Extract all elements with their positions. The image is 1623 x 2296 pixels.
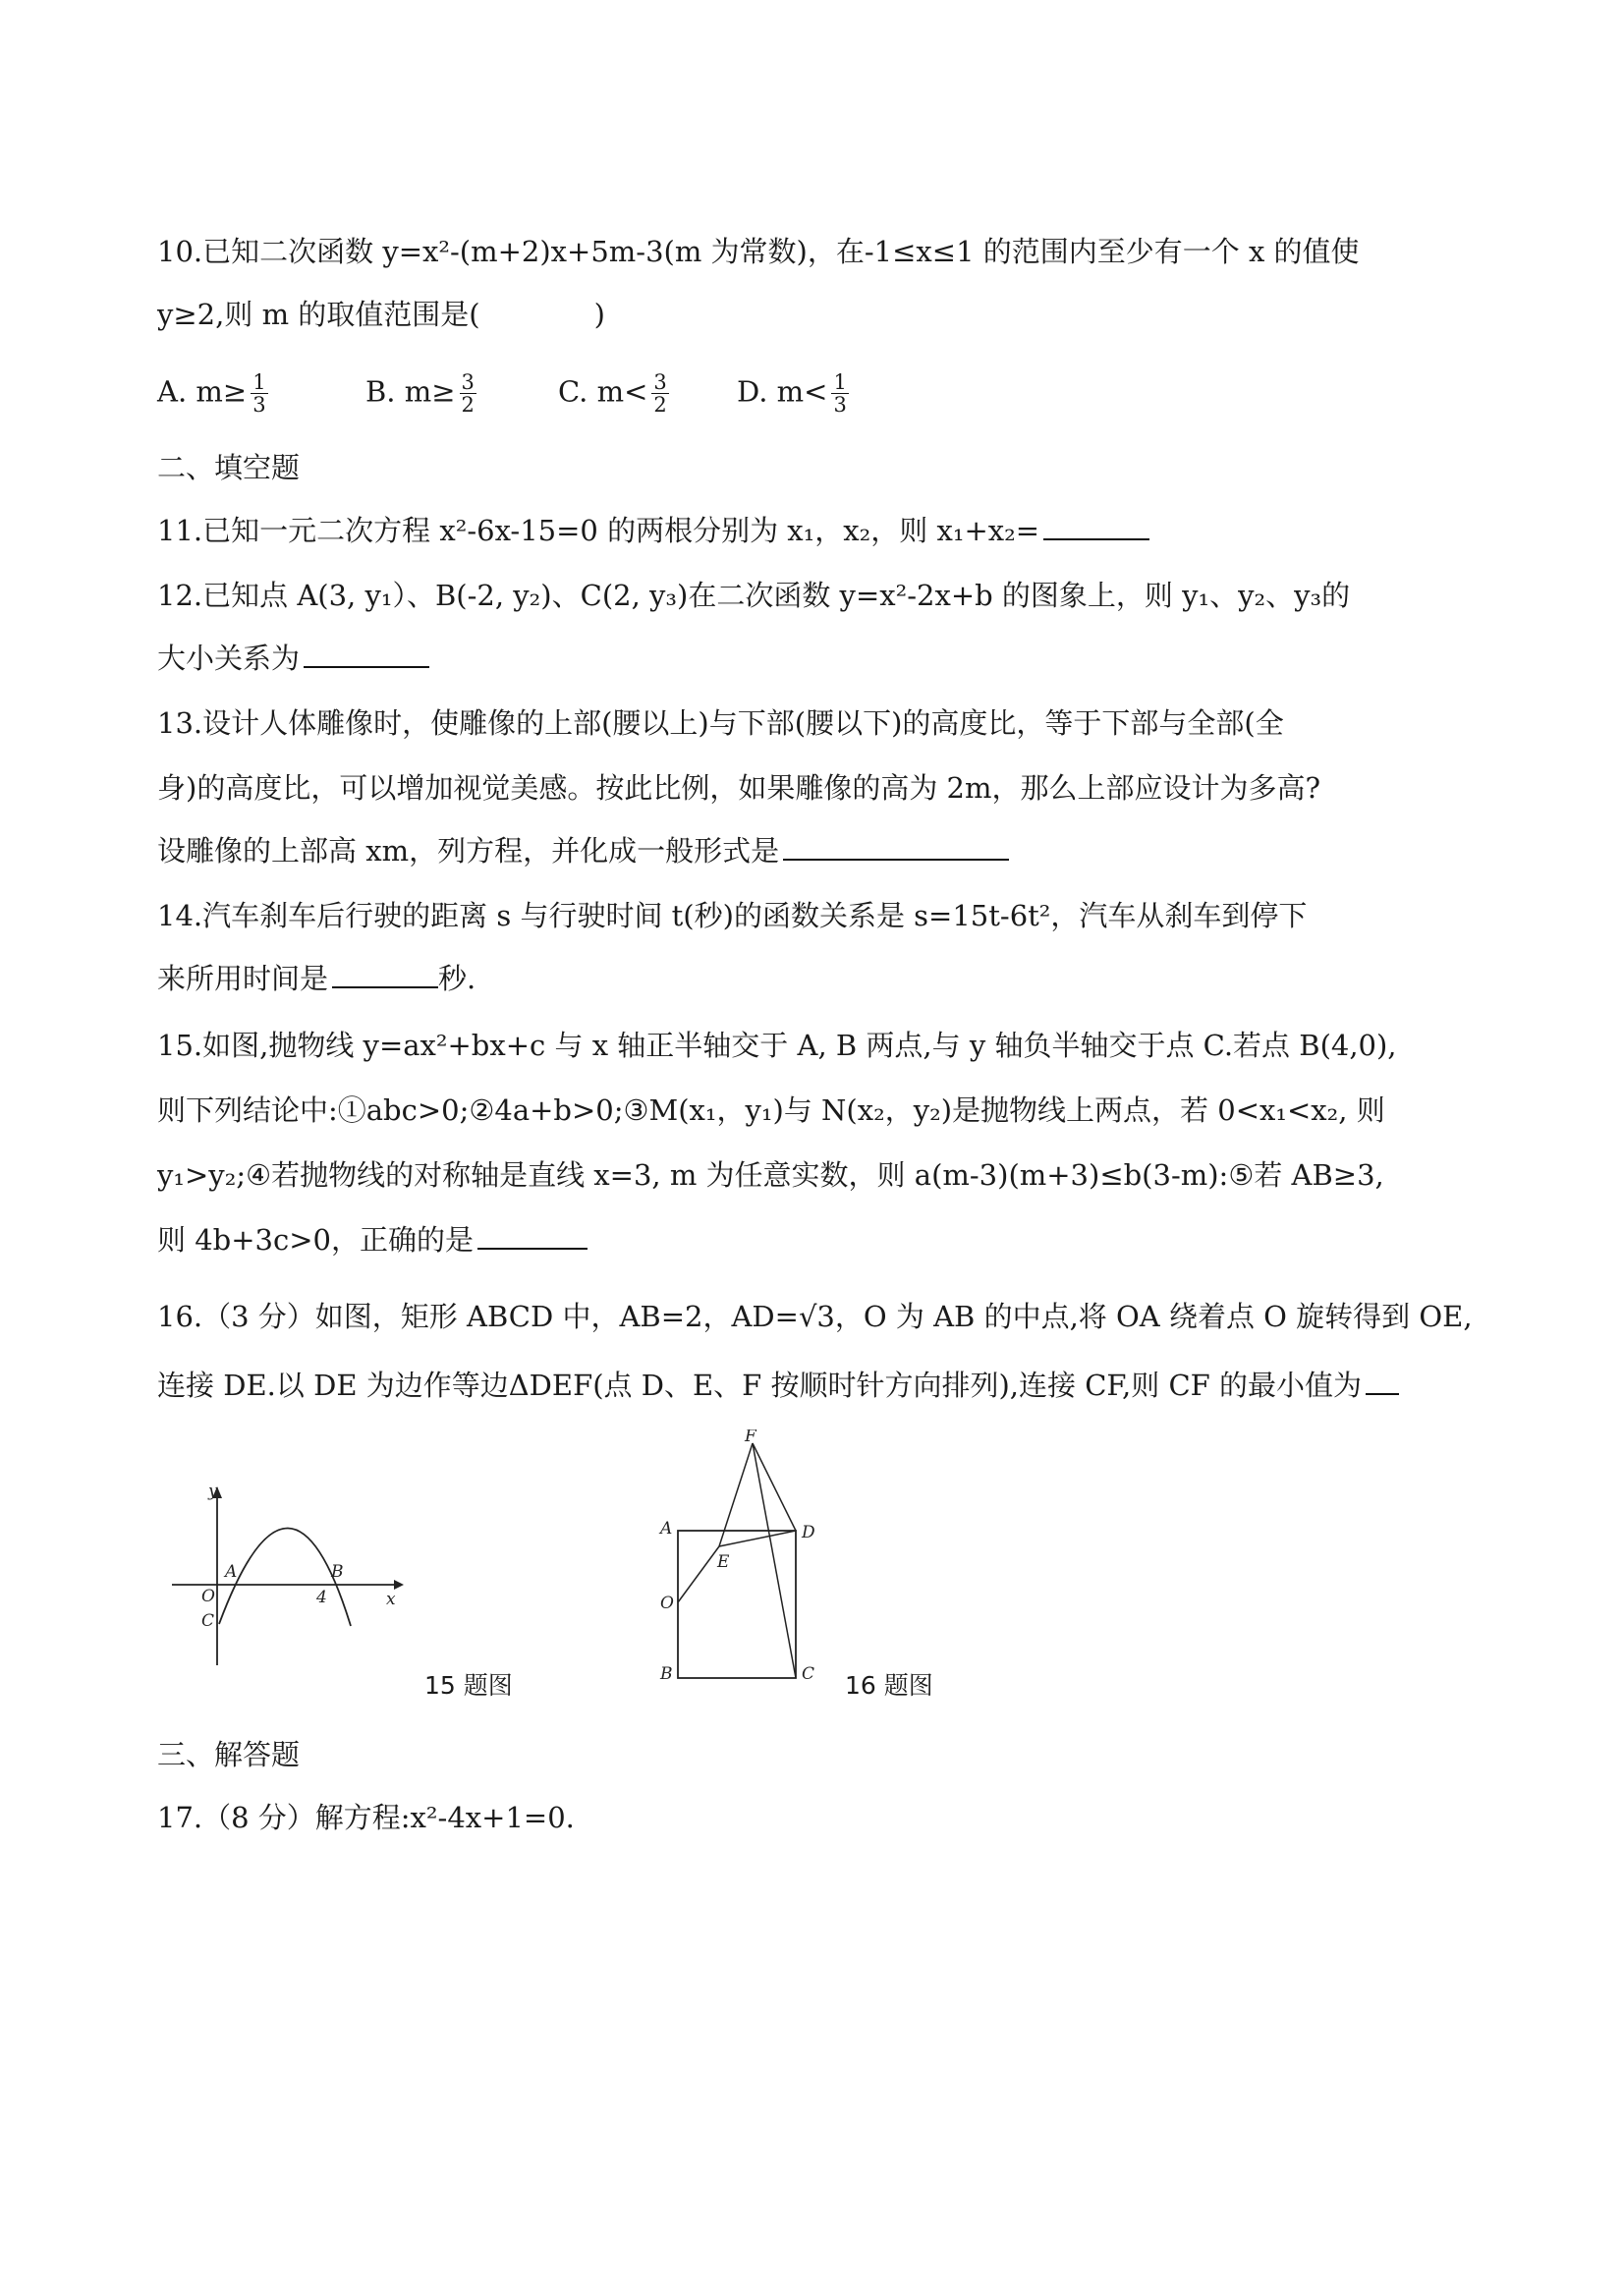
option-b-label: B. m≥ [365, 374, 456, 409]
label-y: y [208, 1482, 218, 1501]
answer-blank[interactable] [1043, 537, 1149, 540]
option-d-denominator: 3 [833, 393, 847, 417]
q10-options [157, 371, 1493, 420]
q14-text: 来所用时间是 [157, 962, 329, 995]
option-a-fraction [251, 371, 267, 416]
q13-line3 [157, 831, 1493, 870]
section-heading-solve: 三、解答题 [157, 1738, 301, 1771]
label-f: F [745, 1429, 756, 1446]
segment-oe [678, 1546, 719, 1602]
q13-line1: 13.设计人体雕像时，使雕像的上部(腰以上)与下部(腰以下)的高度比，等于下部与全部(全 [157, 706, 1284, 740]
answer-blank[interactable] [1366, 1392, 1399, 1395]
figure-16-caption: 16 题图 [845, 1671, 933, 1700]
q12-line2 [157, 639, 1493, 678]
label-four: 4 [316, 1588, 327, 1607]
segment-fc [753, 1443, 796, 1678]
label-a: A [225, 1562, 238, 1582]
figure-15-caption: 15 题图 [424, 1671, 513, 1700]
option-b [365, 371, 476, 416]
label-a: A [660, 1519, 673, 1539]
segment-fd [753, 1443, 796, 1531]
q14-unit: 秒. [438, 962, 476, 995]
x-axis-arrow [394, 1580, 404, 1590]
q10-line2: y≥2,则 m 的取值范围是( ) [157, 298, 605, 331]
q17-line: 17.（8 分）解方程:x²-4x+1=0. [157, 1801, 575, 1834]
option-a [157, 371, 268, 416]
label-c: C [802, 1664, 815, 1684]
option-a-label: A. m≥ [157, 374, 248, 409]
option-c-fraction [651, 371, 668, 416]
figure-15-parabola [162, 1479, 408, 1675]
option-d-numerator: 1 [833, 370, 847, 394]
q11-line [157, 511, 1493, 550]
q12-text: 大小关系为 [157, 642, 301, 675]
q12-line1: 12.已知点 A(3, y₁）、B(-2, y₂)、C(2, y₃)在二次函数 y=x²-2x+b 的图象上，则 y₁、y₂、y₃的 [157, 579, 1351, 612]
q16-text: 连接 DE.以 DE 为边作等边ΔDEF(点 D、E、F 按顺时针方向排列),连接 CF,则 CF 的最小值为 [157, 1369, 1363, 1402]
answer-blank[interactable] [332, 985, 438, 988]
q13-text: 设雕像的上部高 xm，列方程，并化成一般形式是 [157, 834, 780, 868]
q13-line2: 身)的高度比，可以增加视觉美感。按此比例，如果雕像的高为 2m，那么上部应设计为多高? [157, 771, 1321, 805]
q16-line1: 16.（3 分）如图，矩形 ABCD 中，AB=2，AD=√3，O 为 AB 的中点,将 OA 绕着点 O 旋转得到 OE, [157, 1300, 1473, 1333]
label-e: E [717, 1552, 730, 1572]
option-b-denominator: 2 [461, 393, 475, 417]
q15-line2: 则下列结论中:①abc>0;②4a+b>0;③M(x₁，y₁)与 N(x₂，y₂)是抛物线上两点，若 0<x₁<x₂, 则 [157, 1093, 1385, 1127]
q15-line3: y₁>y₂;④若抛物线的对称轴是直线 x=3, m 为任意实数，则 a(m-3)(m+3)≤b(3-m):⑤若 AB≥3, [157, 1158, 1384, 1192]
option-d-fraction [831, 371, 848, 416]
option-a-numerator: 1 [252, 370, 266, 394]
option-d [737, 371, 849, 416]
q10-line1: 10.已知二次函数 y=x²-(m+2)x+5m-3(m 为常数)，在-1≤x≤1 的范围内至少有一个 x 的值使 [157, 235, 1360, 268]
option-c-numerator: 3 [653, 370, 667, 394]
answer-blank[interactable] [783, 858, 1009, 861]
label-d: D [802, 1523, 815, 1542]
segment-ed [719, 1531, 796, 1546]
q15-line1: 15.如图,抛物线 y=ax²+bx+c 与 x 轴正半轴交于 A, B 两点,与 y 轴负半轴交于点 C.若点 B(4,0), [157, 1029, 1397, 1062]
label-b: B [331, 1562, 344, 1582]
option-b-numerator: 3 [461, 370, 475, 394]
option-c-denominator: 2 [653, 393, 667, 417]
section-heading-fill-in: 二、填空题 [157, 451, 301, 484]
q15-line4 [157, 1220, 1493, 1260]
q15-text: 则 4b+3c>0，正确的是 [157, 1223, 474, 1257]
option-d-label: D. m< [737, 374, 828, 409]
label-c: C [201, 1611, 215, 1631]
option-a-denominator: 3 [252, 393, 266, 417]
q14-line1: 14.汽车刹车后行驶的距离 s 与行驶时间 t(秒)的函数关系是 s=15t-6t²，汽车从刹车到停下 [157, 899, 1308, 932]
answer-blank[interactable] [304, 665, 429, 668]
option-c-label: C. m< [558, 374, 648, 409]
q14-line2 [157, 959, 1493, 998]
rectangle-abcd [678, 1531, 796, 1678]
answer-blank[interactable] [477, 1247, 588, 1250]
option-b-fraction [460, 371, 476, 416]
label-b: B [660, 1664, 673, 1684]
label-x: x [386, 1590, 396, 1609]
label-o: O [201, 1587, 215, 1606]
option-c [558, 371, 669, 416]
q11-text: 11.已知一元二次方程 x²-6x-15=0 的两根分别为 x₁，x₂，则 x₁+x₂= [157, 514, 1040, 547]
q16-line2 [157, 1366, 1493, 1405]
figure-16-rectangle [648, 1429, 845, 1685]
label-o: O [660, 1594, 674, 1613]
